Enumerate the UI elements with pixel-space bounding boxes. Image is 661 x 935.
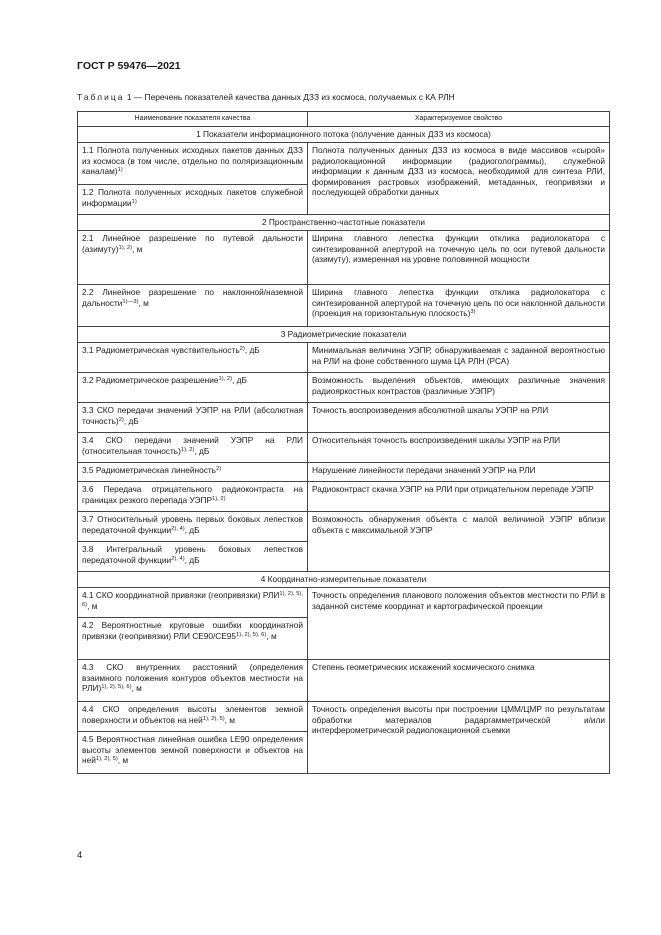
quality-indicators-table — [77, 111, 610, 774]
indicator-name: 2.2 Линейное разрешение по наклонной/наземной дальности$^{1)—3)}$, м — [78, 285, 308, 327]
indicator-name: 1.2 Полнота полученных исходных пакетов служебной информации$^{1)}$ — [78, 185, 308, 215]
section-title: 1 Показатели информационного потока (получение данных ДЗЗ из космоса) — [78, 127, 610, 143]
indicator-property: Радиоконтраст скачка УЭПР на РЛИ при отрицательном перепаде УЭПР — [308, 482, 610, 512]
indicator-name: 3.4 СКО передачи значений УЭПР на РЛИ (относительная точность)$^{1), 2)}$, дБ — [78, 433, 308, 463]
section-row — [78, 572, 610, 588]
table-caption-label: Таблица — [77, 92, 125, 102]
indicator-property: Степень геометрических искажений космического снимка — [308, 660, 610, 702]
indicator-name: 3.8 Интегральный уровень боковых лепестков передаточной функции$^{2), 4)}$, дБ — [78, 542, 308, 572]
table-header-row — [78, 112, 610, 127]
indicator-name: 2.1 Линейное разрешение по путевой дальности (азимуту)$^{1), 2)}$, м — [78, 231, 308, 285]
section-row — [78, 215, 610, 231]
table-row — [78, 660, 610, 702]
table-caption — [77, 92, 455, 102]
table-row — [78, 403, 610, 433]
column-header-property: Характеризуемое свойство — [308, 112, 610, 127]
indicator-name: 4.2 Вероятностные круговые ошибки координатной привязки (геопривязки) РЛИ $CE90/CE95^{1), 2), 5), 6)}$, м — [78, 618, 308, 660]
indicator-name: 3.5 Радиометрическая линейность$^{2)}$ — [78, 463, 308, 482]
section-title: 2 Пространственно-частотные показатели — [78, 215, 610, 231]
table-caption-text: 1 — Перечень показателей качества данных ДЗЗ из космоса, получаемых с КА РЛН — [124, 92, 455, 102]
indicator-name: 1.1 Полнота полученных исходных пакетов данных ДЗЗ из космоса (в том числе, отдельно по поляризационным каналам)$^{1)}$ — [78, 143, 308, 185]
indicator-property: Ширина главного лепестка функции отклика радиолокатора с синтезированной апертурой на точечную цель по оси наклонной дальности (проекция на горизонтальную плоскость)$^{3)}$ — [308, 285, 610, 327]
indicator-property: Возможность выделения объектов, имеющих различные значения радиояркостных контрастов (различные УЭПР) — [308, 373, 610, 403]
indicator-name: 4.3 СКО внутренних расстояний (определения взаимного положения контуров объектов местности на РЛИ)$^{1), 2), 5), 6)}$, м — [78, 660, 308, 702]
table-row — [78, 702, 610, 732]
section-title: 3 Радиометрические показатели — [78, 327, 610, 343]
indicator-name: 4.4 СКО определения высоты элементов земной поверхности и объектов на ней$^{1), 2), 5)}$, м — [78, 702, 308, 732]
table-row — [78, 463, 610, 482]
table-row — [78, 343, 610, 373]
indicator-property: Точность определения планового положения объектов местности по РЛИ в заданной системе координат и картографической проекции — [308, 588, 610, 660]
indicator-name: 3.3 СКО передачи значений УЭПР на РЛИ (абсолютная точность)$^{2)}$, дБ — [78, 403, 308, 433]
indicator-name: 4.1 СКО координатной привязки (геопривязки) $РЛИ^{1), 2), 5), 6)}$, м — [78, 588, 308, 618]
indicator-name: 3.1 Радиометрическая чувствительность$^{2)}$, дБ — [78, 343, 308, 373]
indicator-property: Возможность обнаружения объекта с малой величиной УЭПР вблизи объекта с максимальной УЭПР — [308, 512, 610, 572]
section-title: 4 Координатно-измерительные показатели — [78, 572, 610, 588]
column-header-name: Наименование показателя качества — [78, 112, 308, 127]
table-row — [78, 143, 610, 185]
indicator-property: Точность определения высоты при построении ЦММ/ЦМР по результатам обработки материалов радаргамметрической и/или интерферометрической радиолокационной съемки — [308, 702, 610, 774]
indicator-name: 4.5 Вероятностная линейная ошибка LE90 определения высоты элементов земной поверхности и объектов на ней$^{1), 2), 5)}$, м — [78, 732, 308, 774]
document-header: ГОСТ Р 59476—2021 — [77, 60, 181, 72]
indicator-name: 3.7 Относительный уровень первых боковых лепестков передаточной функции$^{2), 4)}$, дБ — [78, 512, 308, 542]
indicator-property: Минимальная величина УЭПР, обнаруживаемая с заданной вероятностью на РЛИ на фоне собственного шума ЦА РЛН (РСА) — [308, 343, 610, 373]
table-row — [78, 482, 610, 512]
indicator-property: Относительная точность воспроизведения шкалы УЭПР на РЛИ — [308, 433, 610, 463]
table-row — [78, 433, 610, 463]
table-row — [78, 373, 610, 403]
table-row — [78, 588, 610, 618]
indicator-property: Точность воспроизведения абсолютной шкалы УЭПР на РЛИ — [308, 403, 610, 433]
indicator-name: 3.6 Передача отрицательного радиоконтраста на границах резкого перепада $УЭПР^{1), 2)}$ — [78, 482, 308, 512]
indicator-property: Полнота полученных данных ДЗЗ из космоса в виде массивов «сырой» радиолокационной информации (радиоголограммы), служебной информации к данным ДЗЗ из космоса, необходимой для синтеза РЛИ, формирования растровых изображений, метаданных, геопривязки и последующей обработки данных — [308, 143, 610, 215]
section-row — [78, 327, 610, 343]
indicator-property: Ширина главного лепестка функции отклика радиолокатора с синтезированной апертурой на точечную цель по оси путевой дальности (азимуту), измеренная на уровне половинной мощности — [308, 231, 610, 285]
table-row — [78, 512, 610, 542]
table-row — [78, 231, 610, 285]
table-row — [78, 285, 610, 327]
indicator-name: 3.2 Радиометрическое разрешение$^{1), 2)}$, дБ — [78, 373, 308, 403]
page-number: 4 — [77, 850, 83, 861]
section-row — [78, 127, 610, 143]
indicator-property: Нарушение линейности передачи значений УЭПР на РЛИ — [308, 463, 610, 482]
